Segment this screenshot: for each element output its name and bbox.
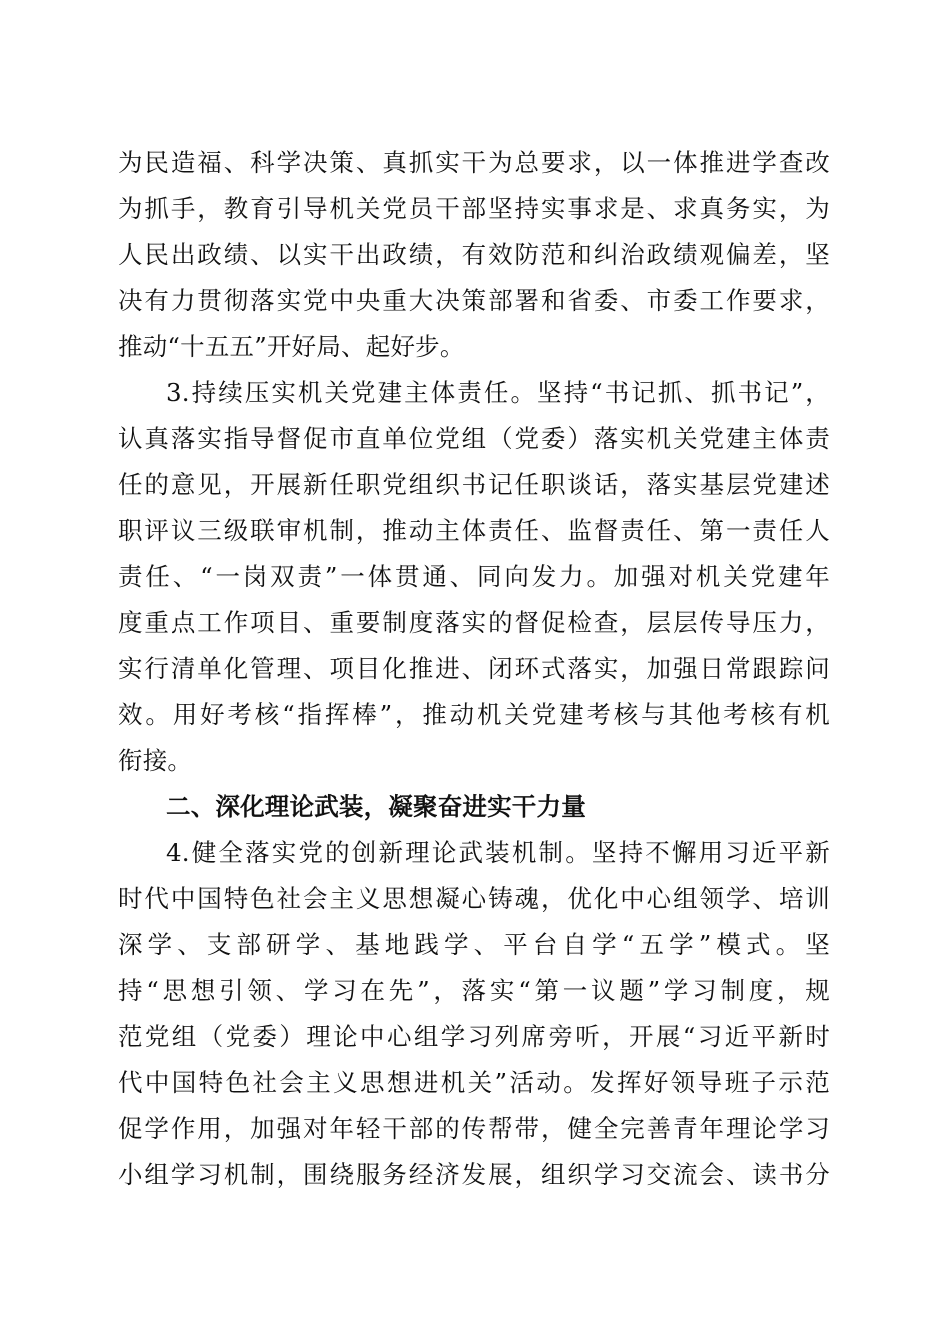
document-body [118, 140, 830, 1198]
text-line: 代中国特色社会主义思想进机关”活动。发挥好领导班子示范 [118, 1068, 830, 1097]
text-line: 为民造福、科学决策、真抓实干为总要求，以一体推进学查改 [118, 148, 830, 177]
paragraph-first-line: 4.健全落实党的创新理论武装机制。坚持不懈用习近平新 [166, 838, 830, 867]
text-line: 认真落实指导督促市直单位党组（党委）落实机关党建主体责 [118, 424, 830, 453]
text-line: 深学、支部研学、基地践学、平台自学“五学”模式。坚 [118, 930, 830, 959]
text-line: 度重点工作项目、重要制度落实的督促检查，层层传导压力， [118, 608, 830, 637]
text-line: 责任、“一岗双责”一体贯通、同向发力。加强对机关党建年 [118, 562, 830, 591]
text-line: 效。用好考核“指挥棒”，推动机关党建考核与其他考核有机 [118, 700, 830, 729]
text-line: 时代中国特色社会主义思想凝心铸魂，优化中心组领学、培训 [118, 884, 830, 913]
text-line: 范党组（党委）理论中心组学习列席旁听，开展“习近平新时 [118, 1022, 830, 1051]
text-line: 衔接。 [118, 746, 193, 775]
text-line: 实行清单化管理、项目化推进、闭环式落实，加强日常跟踪问 [118, 654, 830, 683]
text-line: 职评议三级联审机制，推动主体责任、监督责任、第一责任人 [118, 516, 830, 545]
text-line: 促学作用，加强对年轻干部的传帮带，健全完善青年理论学习 [118, 1114, 830, 1143]
text-line: 任的意见，开展新任职党组织书记任职谈话，落实基层党建述 [118, 470, 830, 499]
text-line: 人民出政绩、以实干出政绩，有效防范和纠治政绩观偏差，坚 [118, 240, 830, 269]
section-heading: 二、深化理论武装，凝聚奋进实干力量 [166, 792, 586, 821]
text-line: 持“思想引领、学习在先”，落实“第一议题”学习制度，规 [118, 976, 830, 1005]
paragraph-first-line: 3.持续压实机关党建主体责任。坚持“书记抓、抓书记”， [166, 378, 830, 407]
text-line: 为抓手，教育引导机关党员干部坚持实事求是、求真务实，为 [118, 194, 830, 223]
text-line: 决有力贯彻落实党中央重大决策部署和省委、市委工作要求， [118, 286, 830, 315]
text-line: 推动“十五五”开好局、起好步。 [118, 332, 465, 361]
text-line: 小组学习机制，围绕服务经济发展，组织学习交流会、读书分 [118, 1160, 830, 1189]
